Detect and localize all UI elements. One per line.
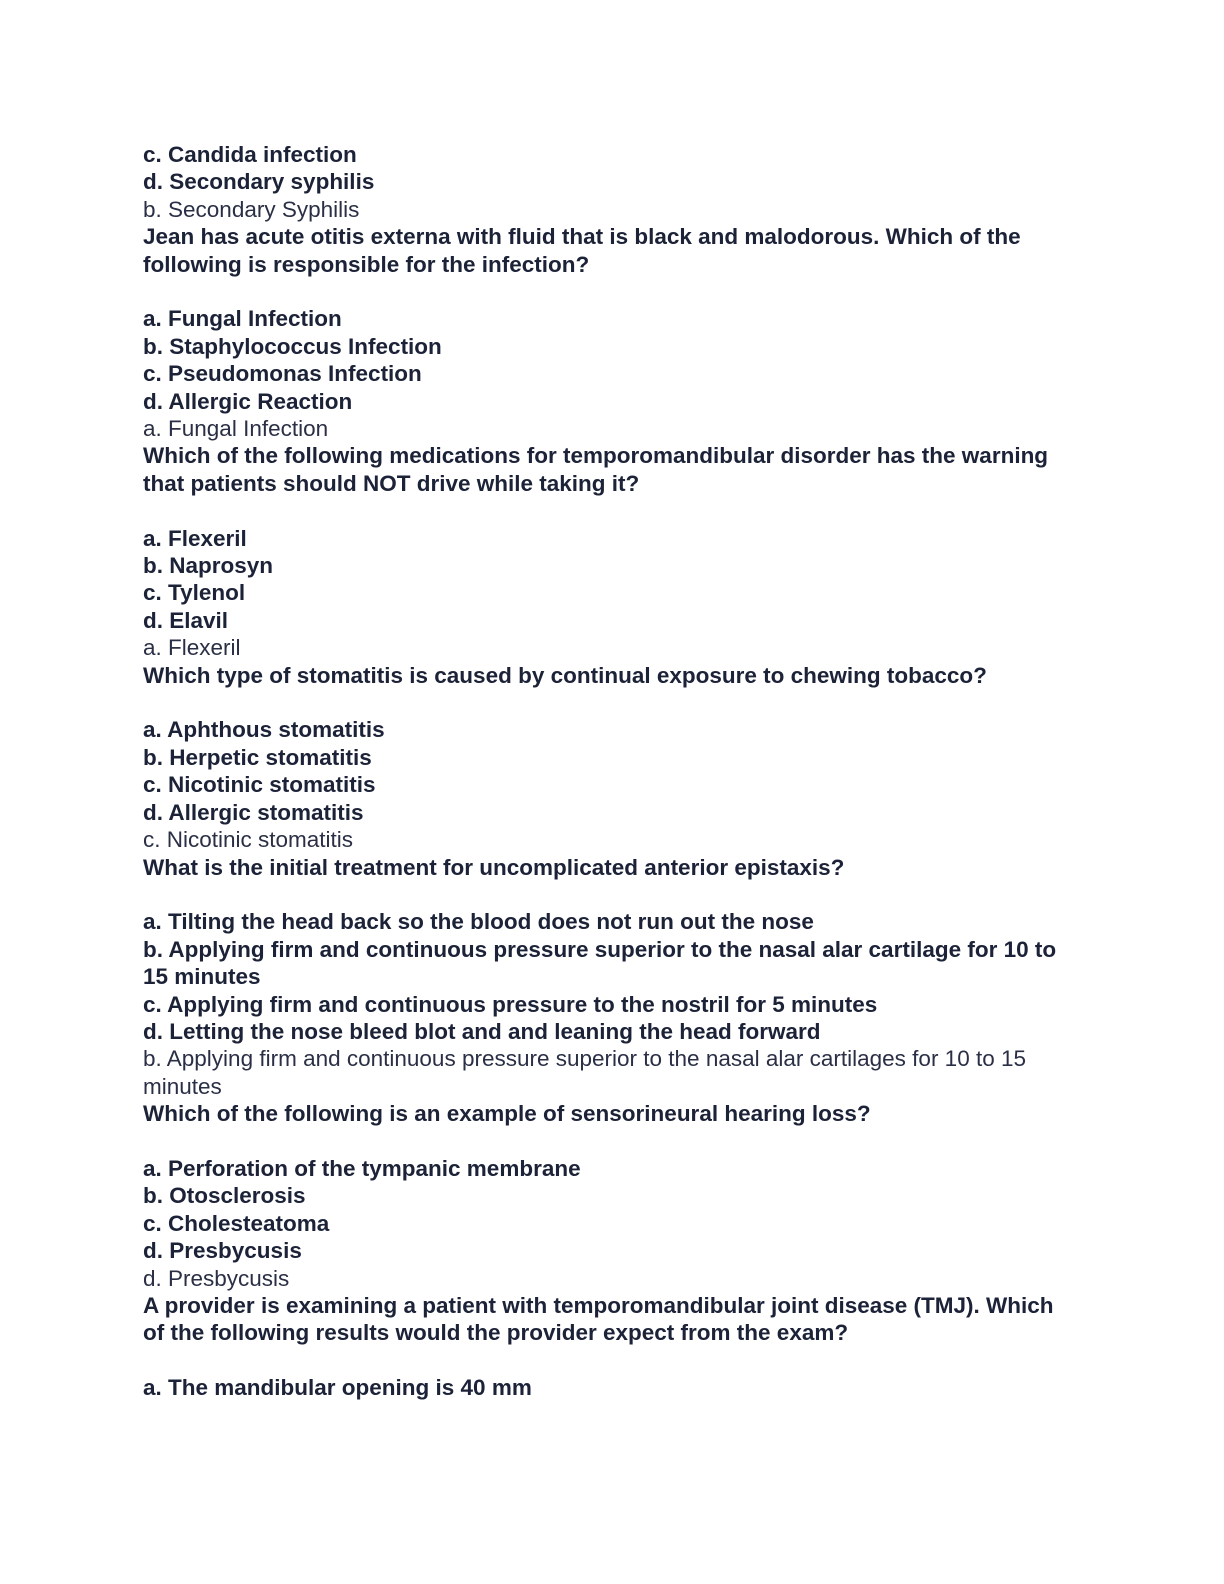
answer-line: b. Secondary Syphilis bbox=[143, 196, 360, 222]
option-line: b. Herpetic stomatitis bbox=[143, 744, 372, 770]
answer-line: c. Nicotinic stomatitis bbox=[143, 827, 354, 853]
document-page bbox=[143, 141, 1063, 1402]
option-line: a. Fungal Infection bbox=[143, 306, 342, 332]
answer-line: b. Applying firm and continuous pressure superior to the nasal alar cartilages for 10 to 15 minutes bbox=[143, 1046, 1027, 1099]
answer-line: a. Fungal Infection bbox=[143, 416, 329, 442]
option-line: c. Pseudomonas Infection bbox=[143, 361, 422, 387]
spacer bbox=[143, 689, 1063, 716]
option-line: d. Allergic stomatitis bbox=[143, 799, 364, 825]
option-line: c. Nicotinic stomatitis bbox=[143, 772, 376, 798]
option-line: b. Naprosyn bbox=[143, 553, 274, 579]
answer-line: d. Presbycusis bbox=[143, 1265, 290, 1291]
option-line: a. The mandibular opening is 40 mm bbox=[143, 1375, 532, 1401]
option-line: c. Tylenol bbox=[143, 580, 246, 606]
question-text: Which of the following is an example of sensorineural hearing loss? bbox=[143, 1101, 871, 1127]
option-line: b. Otosclerosis bbox=[143, 1183, 306, 1209]
option-line: d. Letting the nose bleed blot and and leaning the head forward bbox=[143, 1018, 821, 1044]
question-text: A provider is examining a patient with temporomandibular joint disease (TMJ). Which of the following results would the provider expect from the exam? bbox=[143, 1292, 1054, 1346]
option-line: a. Tilting the head back so the blood does not run out the nose bbox=[143, 909, 814, 935]
option-line: d. Secondary syphilis bbox=[143, 169, 375, 195]
option-line: a. Perforation of the tympanic membrane bbox=[143, 1155, 581, 1181]
spacer bbox=[143, 1128, 1063, 1155]
spacer bbox=[143, 881, 1063, 908]
option-line: d. Allergic Reaction bbox=[143, 388, 353, 414]
option-line: b. Applying firm and continuous pressure superior to the nasal alar cartilage for 10 to 15 minutes bbox=[143, 936, 1057, 990]
question-text: What is the initial treatment for uncomplicated anterior epistaxis? bbox=[143, 854, 845, 880]
question-text: Which type of stomatitis is caused by continual exposure to chewing tobacco? bbox=[143, 662, 987, 688]
question-text: Which of the following medications for temporomandibular disorder has the warning that patients should NOT drive while taking it? bbox=[143, 443, 1049, 496]
option-line: c. Applying firm and continuous pressure to the nostril for 5 minutes bbox=[143, 991, 878, 1017]
option-line: a. Aphthous stomatitis bbox=[143, 717, 385, 743]
option-line: c. Cholesteatoma bbox=[143, 1210, 330, 1236]
spacer bbox=[143, 1347, 1063, 1374]
answer-line: a. Flexeril bbox=[143, 635, 241, 661]
option-line: a. Flexeril bbox=[143, 525, 247, 551]
spacer bbox=[143, 497, 1063, 524]
option-line: d. Elavil bbox=[143, 607, 229, 633]
option-line: b. Staphylococcus Infection bbox=[143, 333, 442, 359]
option-line: c. Candida infection bbox=[143, 142, 357, 167]
spacer bbox=[143, 278, 1063, 305]
option-line: d. Presbycusis bbox=[143, 1238, 302, 1264]
question-text: Jean has acute otitis externa with fluid that is black and malodorous. Which of the following is responsible for the infection? bbox=[143, 224, 1021, 277]
